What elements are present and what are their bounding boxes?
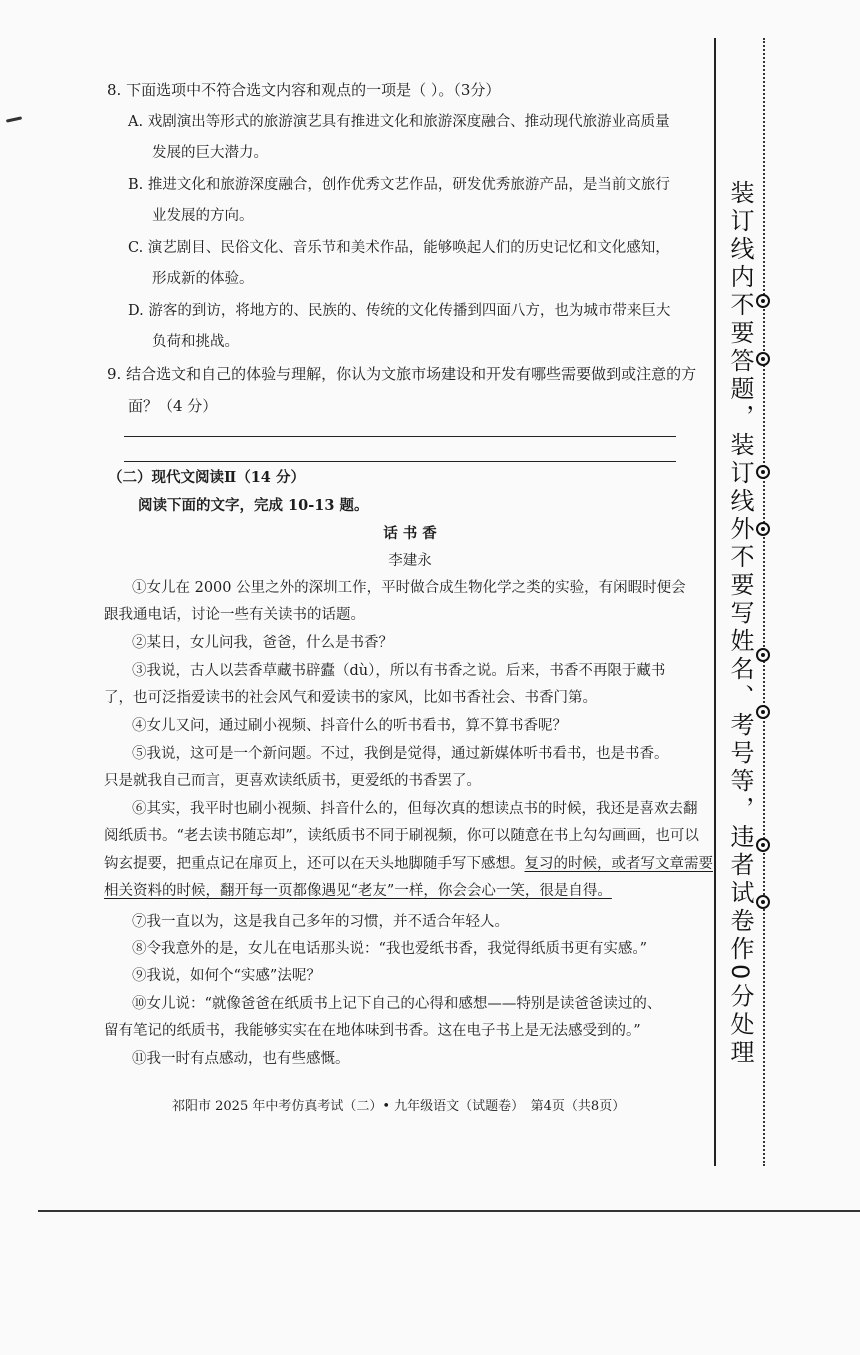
q9-stem-cont: 面？（4 分） bbox=[128, 397, 218, 415]
binding-dotted-line bbox=[763, 38, 765, 1166]
answer-line-2[interactable] bbox=[124, 461, 676, 462]
paragraph-6: ⑥其实，我平时也刷小视频、抖音什么的，但每次真的想读点书的时候，我还是喜欢去翻 bbox=[132, 801, 698, 817]
paragraph-5-cont: 只是就我自己而言，更喜欢读纸质书，更爱纸的书香罢了。 bbox=[104, 773, 481, 789]
underlined-sentence-cont: 相关资料的时候，翻开每一页都像遇见“老友”一样，你会会心一笑，很是自得。 bbox=[104, 883, 612, 899]
paragraph-1: ①女儿在 2000 公里之外的深圳工作，平时做合成生物化学之类的实验，有闲暇时便会 bbox=[132, 580, 686, 596]
q8-option-c: C. 演艺剧目、民俗文化、音乐节和美术作品，能够唤起人们的历史记忆和文化感知， bbox=[128, 240, 670, 256]
binding-hole-icon bbox=[756, 838, 770, 852]
q8-option-a-cont: 发展的巨大潜力。 bbox=[152, 145, 268, 161]
section-heading: （二）现代文阅读Ⅱ（14 分） bbox=[108, 469, 305, 486]
binding-hole-icon bbox=[756, 648, 770, 662]
paragraph-5: ⑤我说，这可是一个新问题。不过，我倒是觉得，通过新媒体听书看书，也是书香。 bbox=[132, 746, 669, 762]
q8-stem: 8. 下面选项中不符合选文内容和观点的一项是（ ）。（3分） bbox=[107, 81, 501, 99]
scan-mark bbox=[6, 116, 22, 122]
paragraph-6-cont: 阅纸质书。“老去读书随忘却”，读纸质书不同于刷视频，你可以随意在书上勾勾画画，也可以 bbox=[104, 828, 699, 844]
paragraph-8: ⑧令我意外的是，女儿在电话那头说：“我也爱纸书香，我觉得纸质书更有实感。” bbox=[132, 941, 648, 957]
paragraph-3-cont: 了，也可泛指爱读书的社会风气和爱读书的家风，比如书香社会、书香门第。 bbox=[104, 690, 597, 706]
paragraph-7: ⑦我一直以为，这是我自己多年的习惯，并不适合年轻人。 bbox=[132, 914, 509, 930]
binding-hole-icon bbox=[756, 294, 770, 308]
page-footer: 祁阳市 2025 年中考仿真考试（二）• 九年级语文（试题卷） 第4页（共8页） bbox=[172, 1099, 626, 1114]
article-title: 话 书 香 bbox=[383, 525, 437, 542]
paragraph-6-cont-2 bbox=[104, 854, 713, 874]
q8-option-d-cont: 负荷和挑战。 bbox=[152, 334, 239, 350]
paragraph-11: ⑪我一时有点感动，也有些感慨。 bbox=[132, 1051, 350, 1067]
binding-hole-icon bbox=[756, 895, 770, 909]
underlined-sentence: 复习的时候，或者写文章需要 bbox=[524, 856, 713, 872]
binding-notice: 装订线内不要答题，装订线外不要写姓名、考号等，违者试卷作0分处理 bbox=[726, 180, 754, 1068]
paragraph-3: ③我说，古人以芸香草藏书辟蠹（dù），所以有书香之说。后来，书香不再限于藏书 bbox=[132, 663, 666, 679]
q8-option-d: D. 游客的到访，将地方的、民族的、传统的文化传播到四面八方，也为城市带来巨大 bbox=[128, 303, 671, 319]
paragraph-10: ⑩女儿说：“就像爸爸在纸质书上记下自己的心得和感想——特别是读爸爸读过的、 bbox=[132, 996, 662, 1012]
binding-hole-icon bbox=[756, 352, 770, 366]
section-instruction: 阅读下面的文字，完成 10-13 题。 bbox=[138, 497, 369, 514]
binding-hole-icon bbox=[756, 522, 770, 536]
q9-stem: 9. 结合选文和自己的体验与理解，你认为文旅市场建设和开发有哪些需要做到或注意的方 bbox=[107, 365, 697, 383]
paragraph-10-cont: 留有笔记的纸质书，我能够实实在在地体味到书香。这在电子书上是无法感受到的。” bbox=[104, 1023, 641, 1039]
binding-margin-line bbox=[714, 38, 716, 1166]
page-bottom-edge bbox=[38, 1210, 860, 1212]
q8-option-a: A. 戏剧演出等形式的旅游演艺具有推进文化和旅游深度融合、推动现代旅游业高质量 bbox=[128, 114, 670, 130]
paragraph-6-text: 钩玄提要，把重点记在扉页上，还可以在天头地脚随手写下感想。 bbox=[104, 856, 525, 872]
paragraph-2: ②某日，女儿问我，爸爸，什么是书香？ bbox=[132, 635, 393, 651]
q8-option-b: B. 推进文化和旅游深度融合，创作优秀文艺作品，研发优秀旅游产品，是当前文旅行 bbox=[128, 177, 670, 193]
paragraph-1-cont: 跟我通电话，讨论一些有关读书的话题。 bbox=[104, 607, 365, 623]
paragraph-9: ⑨我说，如何个“实感”法呢？ bbox=[132, 968, 321, 984]
binding-hole-icon bbox=[756, 465, 770, 479]
answer-line-1[interactable] bbox=[124, 436, 676, 437]
binding-hole-icon bbox=[756, 705, 770, 719]
article-author: 李建永 bbox=[388, 553, 432, 569]
paragraph-4: ④女儿又问，通过刷小视频、抖音什么的听书看书，算不算书香呢？ bbox=[132, 718, 567, 734]
q8-option-b-cont: 业发展的方向。 bbox=[152, 208, 254, 224]
q8-option-c-cont: 形成新的体验。 bbox=[152, 271, 254, 287]
